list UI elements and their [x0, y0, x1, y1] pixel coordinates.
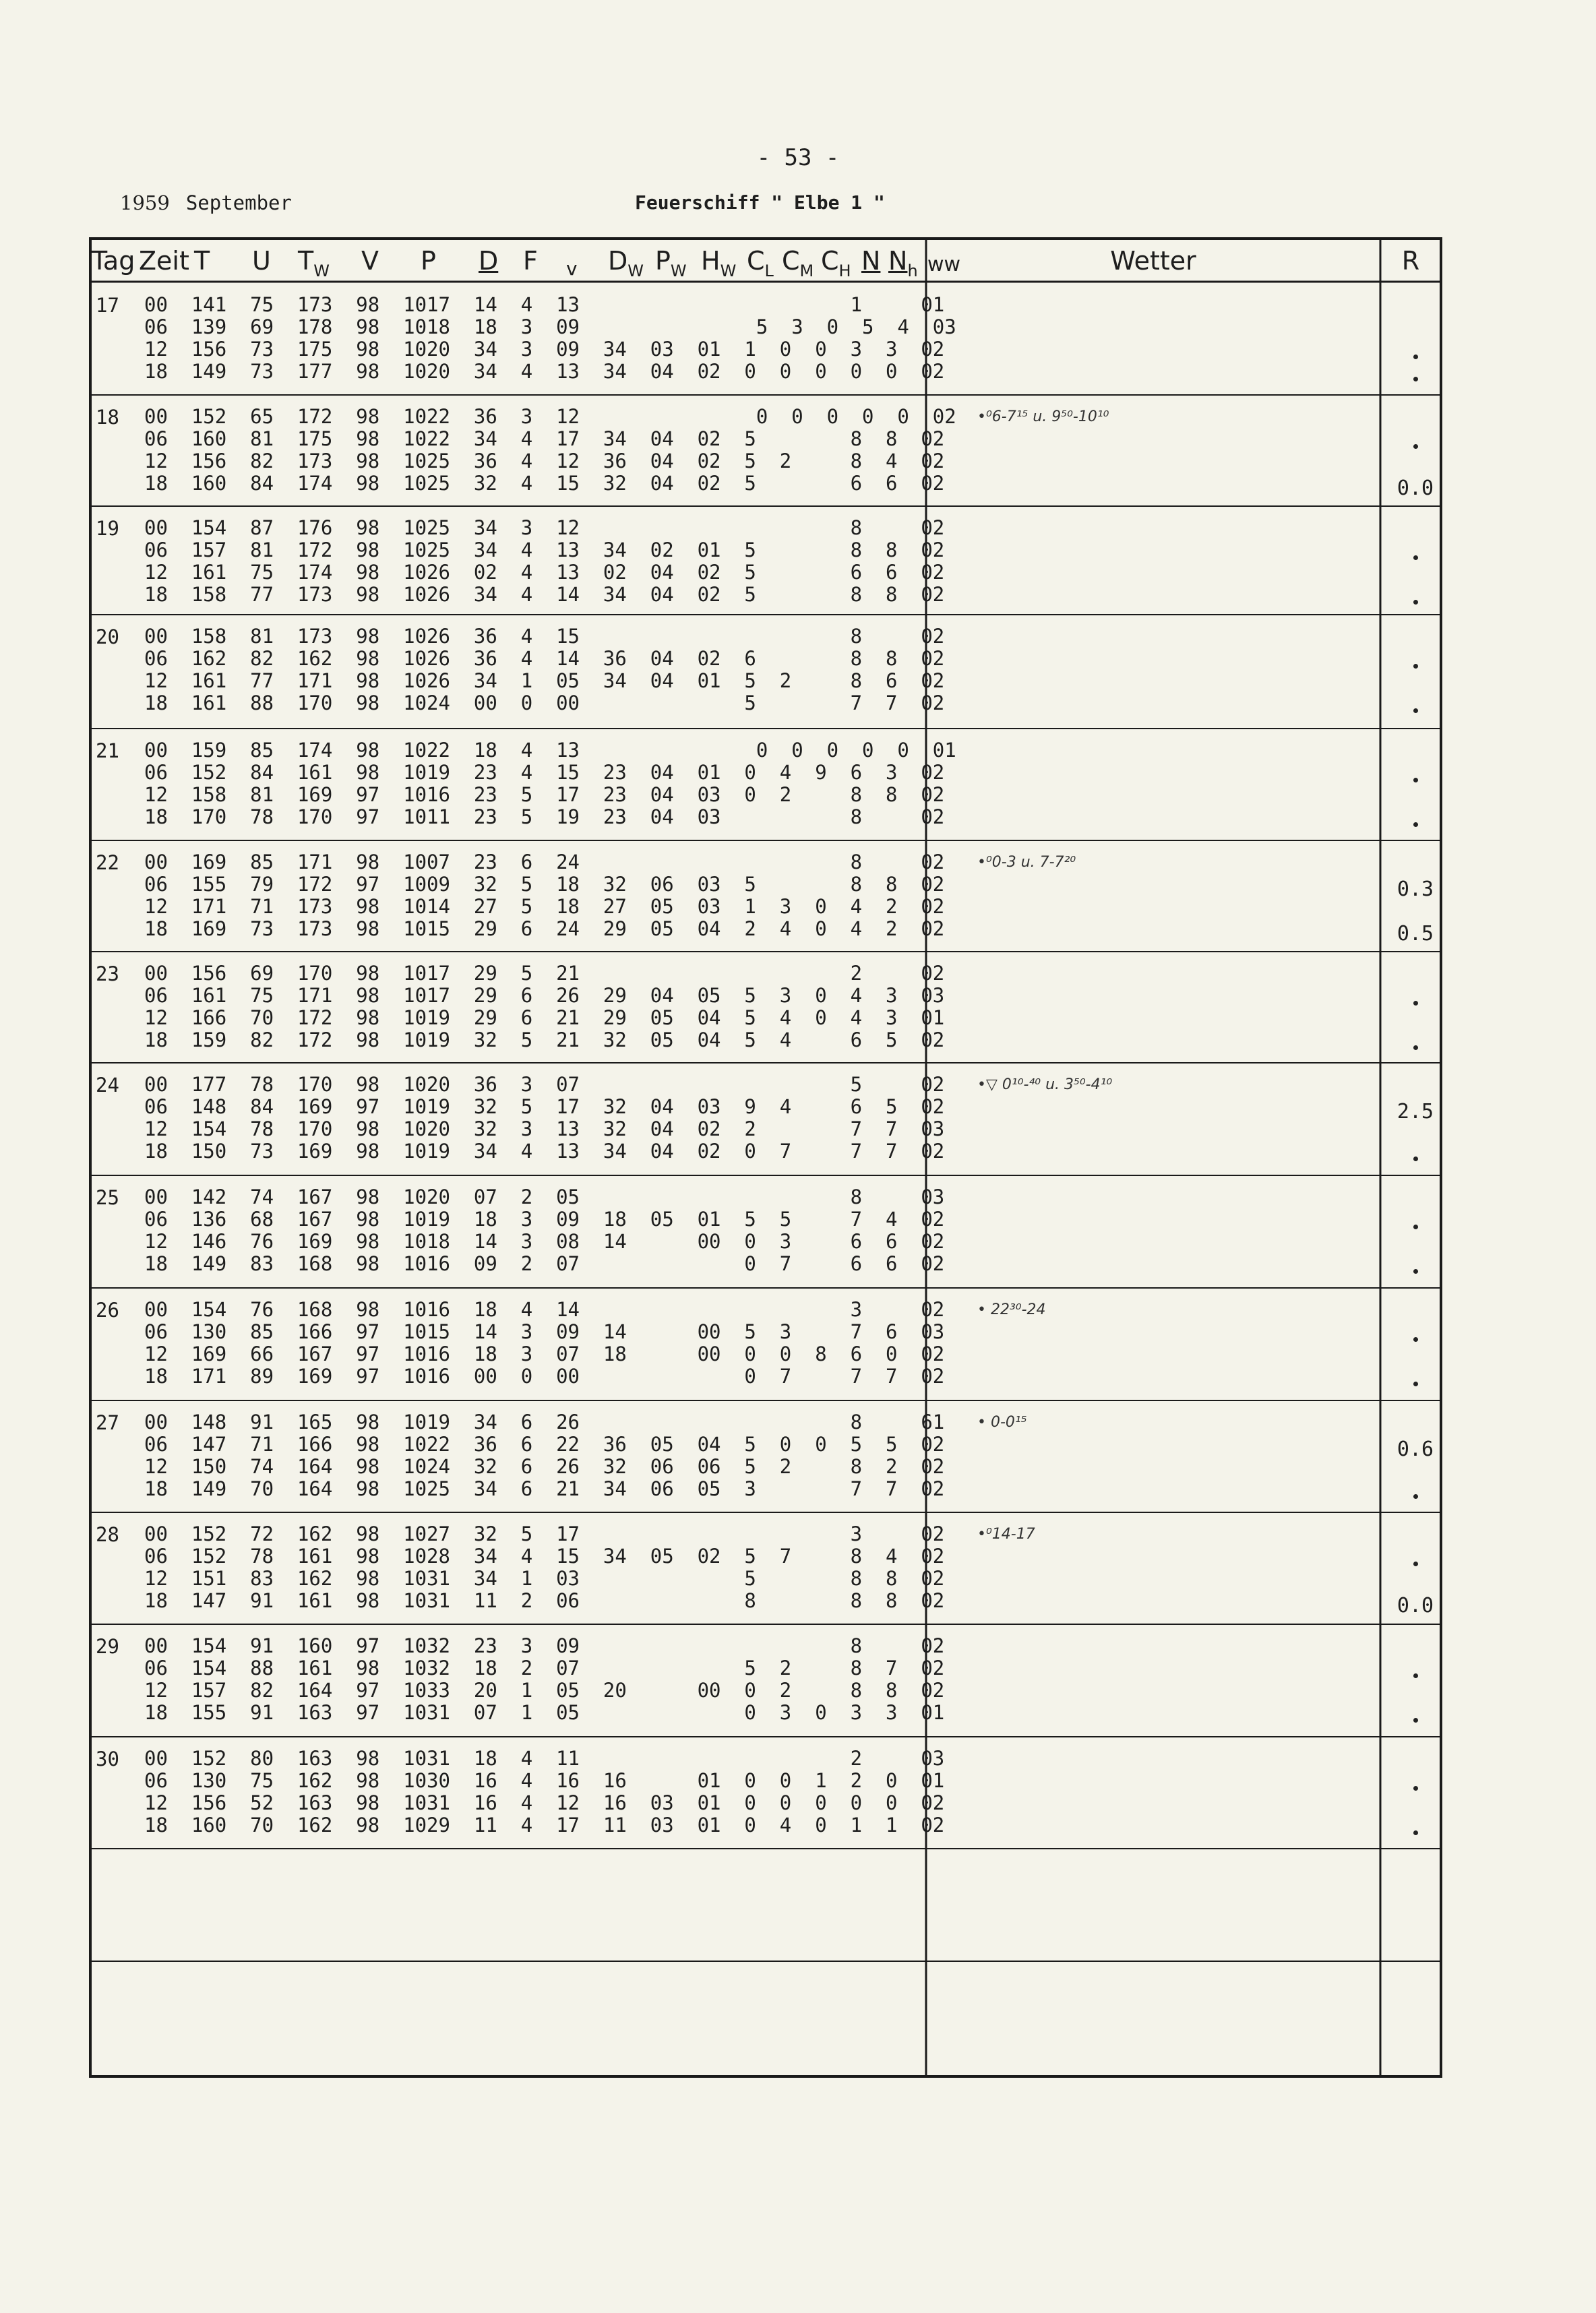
col-nh: $N_h$: [888, 246, 918, 280]
table-row: 18 150 73 169 98 1019 34 4 13 34 04 02 0 7 7 7 02: [144, 1140, 945, 1163]
table-row: 18 161 88 170 98 1024 00 0 00 5 7 7 02: [144, 691, 945, 714]
col-cl: $C_L$: [747, 246, 774, 280]
col-v-lower: v: [566, 257, 578, 280]
table-row: 06 139 69 178 98 1018 18 3 09 5 3 0 5 4 03: [144, 315, 956, 338]
precip-amount: 2.5: [1396, 1100, 1434, 1123]
precip-dot-icon: [1413, 1045, 1418, 1050]
precip-dot-icon: [1413, 1269, 1418, 1274]
table-row: 12 161 77 171 98 1026 34 1 05 34 04 01 5 2 8 6 02: [144, 669, 945, 692]
table-row: 06 155 79 172 97 1009 32 5 18 32 06 03 5 8 8 02: [144, 873, 945, 896]
table-row: 12 158 81 169 97 1016 23 5 17 23 04 03 0 2 8 8 02: [144, 783, 945, 806]
col-zeit: Zeit: [139, 246, 189, 276]
wetter-note: • 22³⁰-24: [977, 1301, 1046, 1318]
table-row: 06 162 82 162 98 1026 36 4 14 36 04 02 6 8 8 02: [144, 647, 945, 670]
precip-dot-icon: [1413, 1562, 1418, 1566]
precip-amount: 0.6: [1396, 1438, 1434, 1461]
col-u: U: [252, 246, 271, 276]
table-row: 12 169 66 167 97 1016 18 3 07 18 00 0 0 8 6 0 02: [144, 1343, 945, 1365]
table-row: 00 159 85 174 98 1022 18 4 13 0 0 0 0 0 01: [144, 739, 956, 762]
day-number: 21: [96, 739, 119, 762]
table-row: 00 152 80 163 98 1031 18 4 11 2 03: [144, 1747, 945, 1770]
table-row: 06 161 75 171 98 1017 29 6 26 29 04 05 5 3 0 4 3 03: [144, 984, 945, 1007]
table-row: 00 158 81 173 98 1026 36 4 15 8 02: [144, 625, 945, 648]
precip-dot-icon: [1413, 664, 1418, 669]
precip-dot-icon: [1413, 444, 1418, 449]
table-row: 12 154 78 170 98 1020 32 3 13 32 04 02 2 7 7 03: [144, 1117, 945, 1140]
day-number: 22: [96, 851, 119, 874]
day-number: 18: [96, 406, 119, 429]
table-row: 18 159 82 172 98 1019 32 5 21 32 05 04 5 4 6 5 02: [144, 1028, 945, 1051]
precip-dot-icon: [1413, 1156, 1418, 1161]
day-number: 29: [96, 1635, 119, 1658]
table-row: 18 147 91 161 98 1031 11 2 06 8 8 8 02: [144, 1589, 945, 1612]
table-row: 18 149 70 164 98 1025 34 6 21 34 06 05 3 7 7 02: [144, 1477, 945, 1500]
table-row: 06 154 88 161 98 1032 18 2 07 5 2 8 7 02: [144, 1657, 945, 1679]
day-number: 20: [96, 625, 119, 648]
day-number: 26: [96, 1299, 119, 1322]
wetter-note: •⁰6-7¹⁵ u. 9⁵⁰-10¹⁰: [977, 408, 1109, 425]
col-pw: $P_W$: [655, 246, 687, 280]
page-number: - 53 -: [756, 144, 840, 171]
table-row: 00 152 72 162 98 1027 32 5 17 3 02: [144, 1522, 945, 1545]
table-row: 00 177 78 170 98 1020 36 3 07 5 02: [144, 1073, 945, 1096]
table-row: 12 171 71 173 98 1014 27 5 18 27 05 03 1 3 0 4 2 02: [144, 895, 945, 918]
header-year: 1959: [120, 191, 170, 214]
table-row: 18 158 77 173 98 1026 34 4 14 34 04 02 5 8 8 02: [144, 583, 945, 606]
precip-amount: 0.5: [1396, 922, 1434, 946]
table-row: 18 169 73 173 98 1015 29 6 24 29 05 04 2 4 0 4 2 02: [144, 917, 945, 940]
precip-amount: 0.0: [1396, 1594, 1434, 1617]
table-row: 18 171 89 169 97 1016 00 0 00 0 7 7 7 02: [144, 1365, 945, 1388]
col-d: D: [479, 246, 499, 276]
col-ww: ww: [927, 253, 961, 276]
table-row: 00 141 75 173 98 1017 14 4 13 1 01: [144, 293, 945, 316]
table-row: 12 156 82 173 98 1025 36 4 12 36 04 02 5 2 8 4 02: [144, 450, 945, 472]
table-row: 06 147 71 166 98 1022 36 6 22 36 05 04 5 0 0 5 5 02: [144, 1433, 945, 1456]
table-row: 18 155 91 163 97 1031 07 1 05 0 3 0 3 3 01: [144, 1701, 945, 1724]
precip-dot-icon: [1413, 1337, 1418, 1342]
precip-dot-icon: [1413, 555, 1418, 560]
table-row: 18 149 83 168 98 1016 09 2 07 0 7 6 6 02: [144, 1252, 945, 1275]
table-row: 12 150 74 164 98 1024 32 6 26 32 06 06 5 2 8 2 02: [144, 1455, 945, 1478]
col-v: V: [361, 246, 379, 276]
precip-dot-icon: [1413, 1830, 1418, 1835]
day-number: 23: [96, 962, 119, 985]
day-number: 19: [96, 517, 119, 540]
table-row: 06 148 84 169 97 1019 32 5 17 32 04 03 9 4 6 5 02: [144, 1095, 945, 1118]
precip-dot-icon: [1413, 1382, 1418, 1386]
table-row: 00 169 85 171 98 1007 23 6 24 8 02: [144, 851, 945, 873]
wetter-note: •⁰14-17: [977, 1526, 1035, 1543]
col-n: N: [861, 246, 881, 276]
col-ch: $C_H$: [821, 246, 851, 280]
table-row: 12 161 75 174 98 1026 02 4 13 02 04 02 5 6 6 02: [144, 561, 945, 584]
precip-dot-icon: [1413, 1494, 1418, 1499]
table-row: 12 146 76 169 98 1018 14 3 08 14 00 0 3 6 6 02: [144, 1230, 945, 1253]
precip-dot-icon: [1413, 708, 1418, 713]
col-r: R: [1401, 246, 1420, 276]
table-row: 06 130 75 162 98 1030 16 4 16 16 01 0 0 1 2 0 01: [144, 1769, 945, 1792]
table-row: 06 157 81 172 98 1025 34 4 13 34 02 01 5 8 8 02: [144, 538, 945, 561]
wetter-note: •⁰0-3 u. 7-7²⁰: [977, 854, 1076, 871]
col-t: T: [194, 246, 210, 276]
col-tw: $T_W$: [298, 246, 330, 280]
wetter-note: • 0-0¹⁵: [977, 1414, 1027, 1431]
col-p: P: [421, 246, 436, 276]
precip-dot-icon: [1413, 1673, 1418, 1678]
precip-amount: 0.0: [1396, 476, 1434, 500]
table-row: 06 136 68 167 98 1019 18 3 09 18 05 01 5 5 7 4 02: [144, 1208, 945, 1231]
table-row: 12 157 82 164 97 1033 20 1 05 20 00 0 2 8 8 02: [144, 1679, 945, 1702]
wetter-note: •▽ 0¹⁰-⁴⁰ u. 3⁵⁰-4¹⁰: [977, 1076, 1113, 1093]
day-number: 17: [96, 294, 119, 317]
precip-dot-icon: [1413, 1786, 1418, 1791]
table-row: 06 152 78 161 98 1028 34 4 15 34 05 02 5 7 8 4 02: [144, 1545, 945, 1568]
day-number: 27: [96, 1411, 119, 1434]
header-ship: Feuerschiff " Elbe 1 ": [635, 191, 885, 214]
precip-dot-icon: [1413, 1225, 1418, 1229]
precip-dot-icon: [1413, 600, 1418, 605]
table-row: 00 156 69 170 98 1017 29 5 21 2 02: [144, 962, 945, 985]
col-cm: $C_M$: [782, 246, 814, 280]
table-row: 12 166 70 172 98 1019 29 6 21 29 05 04 5 4 0 4 3 01: [144, 1006, 945, 1029]
table-row: 00 142 74 167 98 1020 07 2 05 8 03: [144, 1185, 945, 1208]
table-row: 00 148 91 165 98 1019 34 6 26 8 61: [144, 1411, 945, 1433]
table-row: 18 160 84 174 98 1025 32 4 15 32 04 02 5 6 6 02: [144, 472, 945, 495]
table-row: 06 130 85 166 97 1015 14 3 09 14 00 5 3 7 6 03: [144, 1320, 945, 1343]
col-hw: $H_W$: [701, 246, 737, 280]
precip-dot-icon: [1413, 1718, 1418, 1723]
table-row: 06 160 81 175 98 1022 34 4 17 34 04 02 5 8 8 02: [144, 427, 945, 450]
table-row: 06 152 84 161 98 1019 23 4 15 23 04 01 0 4 9 6 3 02: [144, 761, 945, 784]
col-f: F: [523, 246, 538, 276]
day-number: 25: [96, 1186, 119, 1209]
day-number: 24: [96, 1074, 119, 1097]
header-month: September: [185, 191, 292, 214]
precip-dot-icon: [1413, 354, 1418, 359]
table-row: 00 154 76 168 98 1016 18 4 14 3 02: [144, 1298, 945, 1321]
table-row: 00 154 87 176 98 1025 34 3 12 8 02: [144, 516, 945, 539]
table-row: 12 156 73 175 98 1020 34 3 09 34 03 01 1 0 0 3 3 02: [144, 338, 945, 361]
col-wetter: Wetter: [1110, 246, 1196, 276]
table-row: 00 152 65 172 98 1022 36 3 12 0 0 0 0 0 02: [144, 405, 956, 428]
precip-dot-icon: [1413, 1001, 1418, 1006]
table-row: 18 149 73 177 98 1020 34 4 13 34 04 02 0 0 0 0 0 02: [144, 360, 945, 383]
day-number: 28: [96, 1523, 119, 1546]
table-row: 12 151 83 162 98 1031 34 1 03 5 8 8 02: [144, 1567, 945, 1590]
precip-dot-icon: [1413, 377, 1418, 381]
table-row: 18 170 78 170 97 1011 23 5 19 23 04 03 8 02: [144, 805, 945, 828]
precip-amount: 0.3: [1396, 877, 1434, 901]
day-number: 30: [96, 1748, 119, 1770]
table-row: 12 156 52 163 98 1031 16 4 12 16 03 01 0 0 0 0 0 02: [144, 1791, 945, 1814]
table-row: 18 160 70 162 98 1029 11 4 17 11 03 01 0 4 0 1 1 02: [144, 1814, 945, 1837]
table-row: 00 154 91 160 97 1032 23 3 09 8 02: [144, 1634, 945, 1657]
precip-dot-icon: [1413, 822, 1418, 827]
col-tag: Tag: [92, 246, 135, 276]
precip-dot-icon: [1413, 778, 1418, 782]
col-dw: $D_W$: [608, 246, 644, 280]
